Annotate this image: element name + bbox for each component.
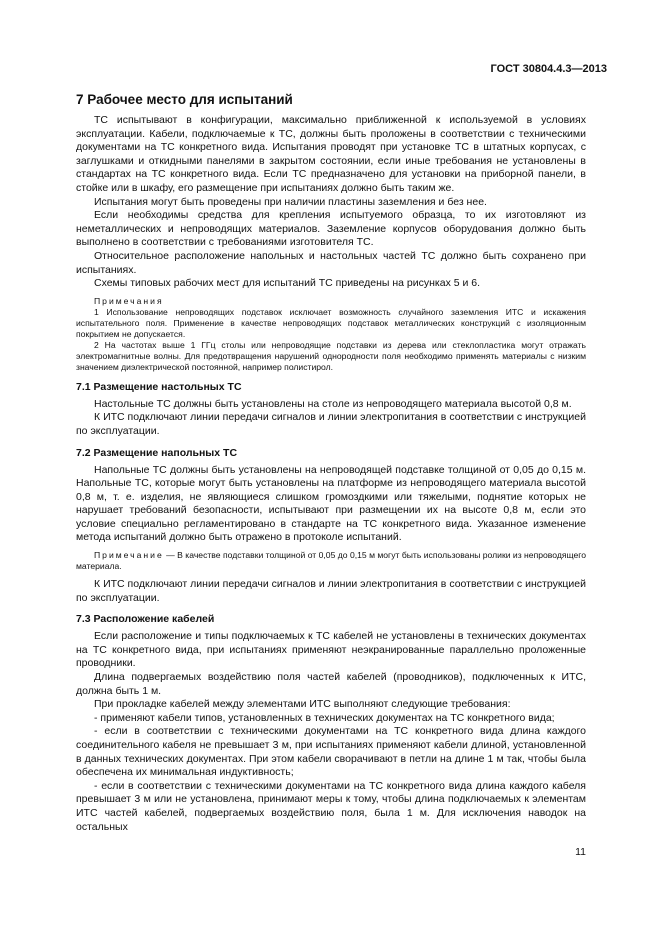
note — [76, 550, 586, 572]
paragraph: Напольные ТС должны быть установлены на непроводящей подставке толщиной от 0,05 до 0,15 м. Напольные ТС, которые могут быть установлены на платформе из непроводящего материала высотой 0,8 м, т. е. изделия, не являющиеся слишком громоздкими или тяжелыми, поднятие которых не нарушает требований безопасности, испытывают при размещении их на высоте 0,8 м, если это условие специально регламентировано в стандарте на ТС конкретного вида. Указанное изменение метода испытаний должно быть отражено в протоколе испытаний. — [76, 463, 586, 544]
paragraph: При прокладке кабелей между элементами ИТС выполняют следующие требования: — [94, 698, 511, 711]
list-item: - если в соответствии с техническими документами на ТС конкретного вида длина каждого соединительного кабеля не превышает 3 м, при испытаниях применяют кабели длиной, установленной в данных технических документах. При этом кабели сворачивают в петли на длине 1 м так, чтобы была обеспечена их минимальная индуктивность; — [76, 725, 586, 779]
list-item: - применяют кабели типов, установленных в технических документах на ТС конкретного вида; — [94, 711, 555, 724]
section-7-title: 7 Рабочее место для испытаний — [76, 92, 293, 107]
section-7-3-title: 7.3 Расположение кабелей — [76, 613, 215, 626]
paragraph: Длина подвергаемых воздействию поля частей кабелей (проводников), подключенных к ИТС, должна быть 1 м. — [76, 671, 586, 697]
note-item: 2 На частотах выше 1 ГГц столы или непроводящие подставки из дерева или стеклопластика могут отражать электромагнитные волны. Для предотвращения нарушений однородности поля необходимо применять материалы с низким значением диэлектрической постоянной, например полистирол. — [76, 339, 586, 372]
section-7-2-title: 7.2 Размещение напольных ТС — [76, 446, 238, 459]
list-item: - если в соответствии с техническими документами на ТС конкретного вида длина каждого кабеля превышает 3 м или не установлена, принимают меры к тому, чтобы длина подключаемых к элементам ИТС частей кабелей, подвергаемых воздействию поля, была 1 м. Для исключения наводок на остальных — [76, 779, 586, 833]
paragraph: Настольные ТС должны быть установлены на столе из непроводящего материала высотой 0,8 м. — [94, 397, 572, 410]
paragraph: Испытания могут быть проведены при наличии пластины заземления и без нее. — [94, 195, 487, 208]
note-text: — В качестве подставки толщиной от 0,05 до 0,15 м могут быть использованы ролики из непроводящего материала. — [76, 550, 586, 572]
page-content — [76, 92, 586, 834]
paragraph: Если расположение и типы подключаемых к ТС кабелей не установлены в технических документах на ТС конкретного вида, при испытаниях применяют неэкранированные параллельно проложенные проводники. — [76, 630, 586, 670]
paragraph: К ИТС подключают линии передачи сигналов и линии электропитания в соответствии с инструкцией по эксплуатации. — [76, 411, 586, 437]
page-number: 11 — [575, 846, 586, 858]
note-item: 1 Использование непроводящих подставок исключает возможность случайного заземления ИТС и искажения испытательного поля. Применение в качестве непроводящих подставок металлических конструкций с изоляционным покрытием не допускается. — [76, 306, 586, 339]
paragraph: Относительное расположение напольных и настольных частей ТС должно быть сохранено при испытаниях. — [76, 249, 586, 276]
section-7-1-title: 7.1 Размещение настольных ТС — [76, 380, 242, 393]
notes-label: Примечания — [94, 295, 164, 306]
note-label: Примечание — [94, 550, 164, 561]
paragraph: Схемы типовых рабочих мест для испытаний ТС приведены на рисунках 5 и 6. — [94, 277, 481, 290]
standard-header: ГОСТ 30804.4.3—2013 — [490, 63, 607, 75]
paragraph: Если необходимы средства для крепления испытуемого образца, то их изготовляют из неметаллических и непроводящих материалов. Заземление корпусов оборудования должно быть выполнено в соответствии с требованиями изготовителя ТС. — [76, 209, 586, 249]
paragraph: К ИТС подключают линии передачи сигналов и линии электропитания в соответствии с инструкцией по эксплуатации. — [76, 578, 586, 604]
paragraph: ТС испытывают в конфигурации, максимально приближенной к используемой в условиях эксплуатации. Кабели, подключаемые к ТС, должны быть проложены в соответствии с техническими документами на ТС конкретного вида. Испытания проводят при установке ТС в штатных корпусах, с заглушками и откидными панелями в закрытом состоянии, если иные требования не установлены в стандартах на ТС конкретного вида. Если ТС предназначено для установки на приборной панели, в стойке или в шкафу, его размещение при испытаниях должно быть таким же. — [76, 114, 586, 194]
